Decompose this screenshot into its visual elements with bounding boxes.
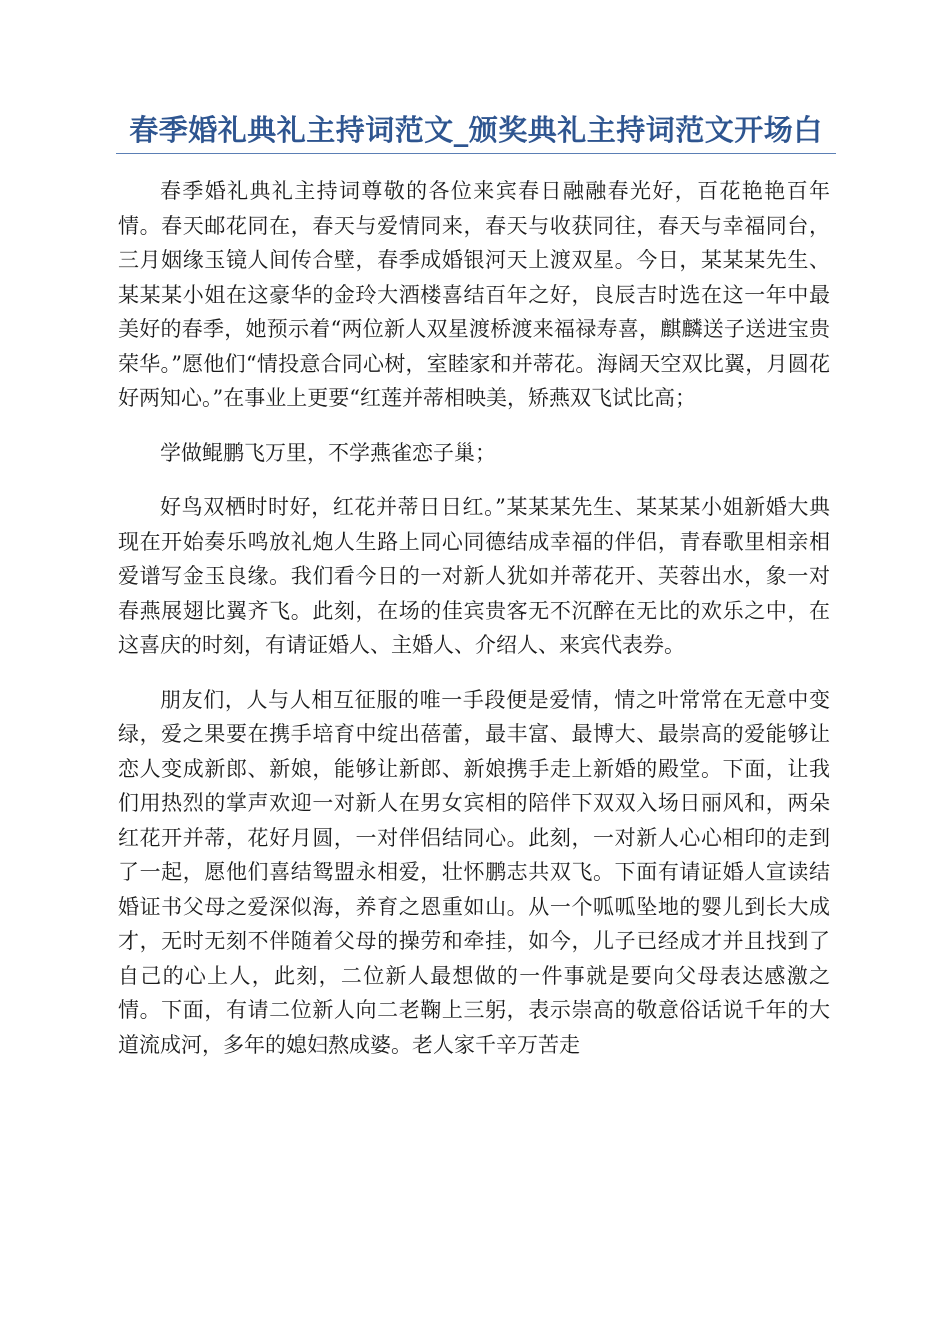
paragraph-4: 朋友们，人与人相互征服的唯一手段便是爱情，情之叶常常在无意中变绿，爱之果要在携手培育中绽出蓓蕾，最丰富、最博大、最崇高的爱能够让恋人变成新郎、新娘，能够让新郎、新娘携手走上新婚的殿堂。下面，让我们用热烈的掌声欢迎一对新人在男女宾相的陪伴下双双入场日丽风和，两朵红花开并蒂，花好月圆，一对伴侣结同心。此刻，一对新人心心相印的走到了一起，愿他们喜结鸳盟永相爱，壮怀鹏志共双飞。下面有请证婚人宣读结婚证书父母之爱深似海，养育之恩重如山。从一个呱呱坠地的婴儿到长大成才，无时无刻不伴随着父母的操劳和牵挂，如今，儿子已经成才并且找到了自己的心上人，此刻，二位新人最想做的一件事就是要向父母表达感激之情。下面，有请二位新人向二老鞠上三躬，表示崇高的敬意俗话说千年的大道流成河，多年的媳妇熬成婆。老人家千辛万苦走 xyxy=(118,687,830,1057)
document-title: 春季婚礼典礼主持词范文_颁奖典礼主持词范文开场白 xyxy=(129,113,823,147)
document-body xyxy=(118,174,830,1082)
title-underline xyxy=(116,153,836,154)
paragraph-3: 好鸟双栖时时好，红花并蒂日日红。”某某某先生、某某某小姐新婚大典现在开始奏乐鸣放礼炮人生路上同心同德结成幸福的伴侣，青春歌里相亲相爱谱写金玉良缘。我们看今日的一对新人犹如并蒂花开、芙蓉出水，象一对春燕展翅比翼齐飞。此刻，在场的佳宾贵客无不沉醉在无比的欢乐之中，在这喜庆的时刻，有请证婚人、主婚人、介绍人、来宾代表券。 xyxy=(118,495,830,657)
paragraph-2: 学做鲲鹏飞万里，不学燕雀恋子巢； xyxy=(160,440,496,465)
paragraph-1: 春季婚礼典礼主持词尊敬的各位来宾春日融融春光好，百花艳艳百年情。春天邮花同在，春天与爱情同来，春天与收获同往，春天与幸福同台，三月姻缘玉镜人间传合壁，春季成婚银河天上渡双星。今日，某某某先生、某某某小姐在这豪华的金玲大酒楼喜结百年之好，良辰吉时选在这一年中最美好的春季，她预示着“两位新人双星渡桥渡来福禄寿喜，麒麟送子送进宝贵荣华。”愿他们“情投意合同心树，室睦家和并蒂花。海阔天空双比翼，月圆花好两知心。”在事业上更要“红莲并蒂相映美，矫燕双飞试比高； xyxy=(118,179,830,410)
